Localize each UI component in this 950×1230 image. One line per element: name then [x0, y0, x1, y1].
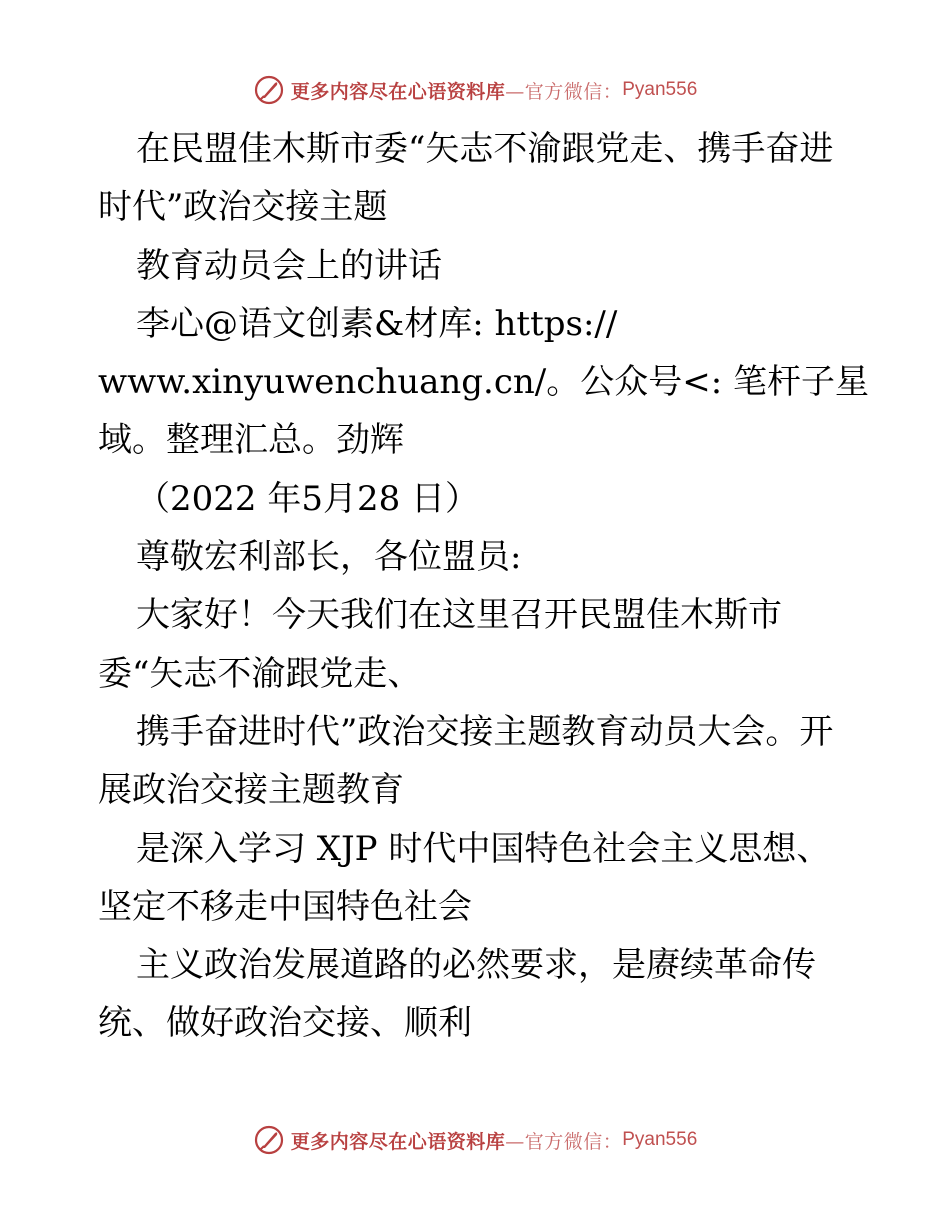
body-line: 是深入学习 XJP 时代中国特色社会主义思想、: [136, 828, 831, 869]
body-line: 域。整理汇总。劲辉: [98, 420, 404, 461]
header-watermark: [0, 70, 950, 110]
body-line: 展政治交接主题教育: [98, 770, 404, 811]
body-line: 教育动员会上的讲话: [136, 245, 442, 286]
body-line: 主义政治发展道路的必然要求，是赓续革命传: [136, 945, 816, 986]
body-line: 携手奋进时代”政治交接主题教育动员大会。开: [136, 711, 834, 752]
body-line: 委“矢志不渝跟党走、: [98, 653, 422, 694]
feather-pen-logo-icon: [253, 74, 285, 106]
body-line: （2022 年5月28 日）: [136, 478, 480, 519]
document-body: [98, 120, 869, 1053]
body-line: www.xinyuwenchuang.cn/。公众号<: 笔杆子星: [98, 362, 869, 403]
footer-watermark: [0, 1120, 950, 1160]
watermark-wechat-id: Pyan556: [622, 79, 698, 100]
watermark-title: 更多内容尽在心语资料库: [290, 1130, 506, 1153]
body-line: 尊敬宏利部长，各位盟员:: [136, 537, 522, 578]
body-line: 统、做好政治交接、顺利: [98, 1003, 472, 1044]
body-line: 坚定不移走中国特色社会: [98, 886, 472, 927]
watermark-subtitle: —官方微信：: [505, 80, 623, 103]
body-line: 在民盟佳木斯市委“矢志不渝跟党走、携手奋进: [136, 129, 834, 169]
watermark-title: 更多内容尽在心语资料库: [290, 80, 506, 103]
watermark-subtitle: —官方微信：: [505, 1130, 623, 1153]
watermark-wechat-id: Pyan556: [622, 1129, 698, 1150]
body-line: 大家好！今天我们在这里召开民盟佳木斯市: [136, 595, 782, 636]
body-line: 李心@语文创素&材库: https://: [136, 303, 618, 344]
feather-pen-logo-icon: [253, 1124, 285, 1156]
body-line: 时代”政治交接主题: [98, 187, 388, 228]
